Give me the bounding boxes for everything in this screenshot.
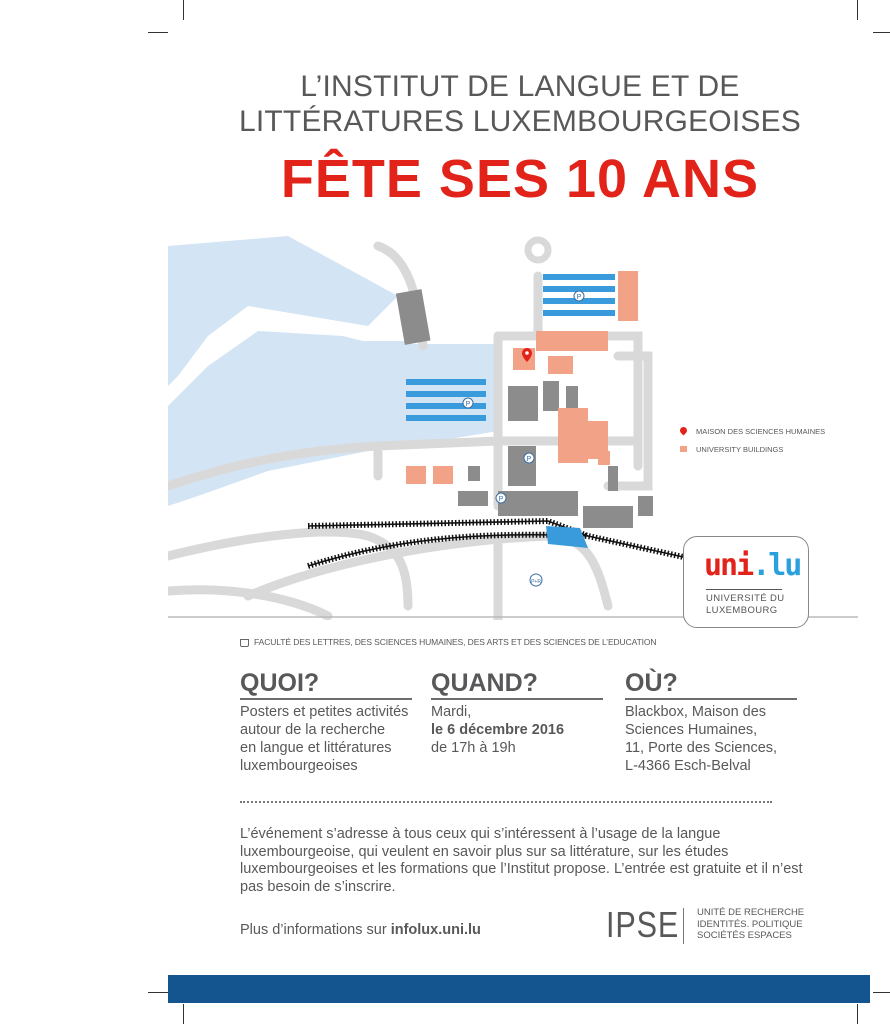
svg-text:P: P xyxy=(576,294,582,301)
dotted-divider xyxy=(240,801,772,803)
column-ou: OÙ? Blackbox, Maison des Sciences Humaines, 11, Porte des Sciences, L-4366 Esch-Belval xyxy=(625,668,797,775)
footer-bar xyxy=(168,975,870,1003)
faculty-line: FACULTÉ DES LETTRES, DES SCIENCES HUMAINES, DES ARTS ET DES SCIENCES DE L’EDUCATION xyxy=(240,637,656,647)
crop-mark xyxy=(148,32,168,33)
ipse-subtitle: UNITÉ DE RECHERCHE IDENTITÉS. POLITIQUE SOCIÉTÉS ESPACES xyxy=(697,907,805,941)
more-info: Plus d’informations sur infolux.uni.lu xyxy=(240,922,481,938)
map-pin-icon xyxy=(679,426,689,436)
svg-text:P+R: P+R xyxy=(531,579,541,585)
legend-item-msh: MAISON DES SCIENCES HUMAINES xyxy=(680,427,825,436)
title-line-1: L’INSTITUT DE LANGUE ET DE xyxy=(300,70,740,103)
crop-mark xyxy=(183,1004,184,1024)
svg-text:P: P xyxy=(498,496,504,503)
description: L’événement s’adresse à tous ceux qui s’intéressent à l’usage de la langue luxembourgeoise, qui veulent en savoir plus sur sa littérature, sur les études luxembourgeoises et les formations que l’Institut propose. L’entrée est gratuite et il n’est pas besoin de s’inscrire. xyxy=(240,826,803,895)
quand-heading: QUAND? xyxy=(431,668,603,700)
column-quoi: QUOI? Posters et petites activités autour de la recherche en langue et littératures luxembourgeoises xyxy=(240,668,412,775)
ipse-logo: IPSE xyxy=(606,904,680,945)
headline: FÊTE SES 10 ANS xyxy=(280,149,760,209)
svg-text:P: P xyxy=(465,401,471,408)
building-square-icon xyxy=(680,446,687,452)
quoi-heading: QUOI? xyxy=(240,668,412,700)
legend-item-buildings: UNIVERSITY BUILDINGS xyxy=(680,445,783,454)
column-quand: QUAND? Mardi, le 6 décembre 2016 de 17h à 19h xyxy=(431,668,603,757)
station-bridge xyxy=(546,526,588,548)
crop-mark xyxy=(857,0,858,20)
crop-mark xyxy=(148,992,168,993)
ou-heading: OÙ? xyxy=(625,668,797,700)
faculty-icon xyxy=(240,639,249,647)
water-area xyxy=(348,344,498,451)
crop-mark xyxy=(873,992,890,993)
uni-lu-logo: uni.lu UNIVERSITÉ DU LUXEMBOURG xyxy=(683,536,809,628)
svg-text:P: P xyxy=(526,456,532,463)
ipse-divider xyxy=(683,908,684,944)
crop-mark xyxy=(873,32,890,33)
crop-mark xyxy=(857,1004,858,1024)
crop-mark xyxy=(183,0,184,20)
title-line-2: LITTÉRATURES LUXEMBOURGEOISES xyxy=(238,105,802,138)
info-link[interactable]: infolux.uni.lu xyxy=(390,922,481,938)
